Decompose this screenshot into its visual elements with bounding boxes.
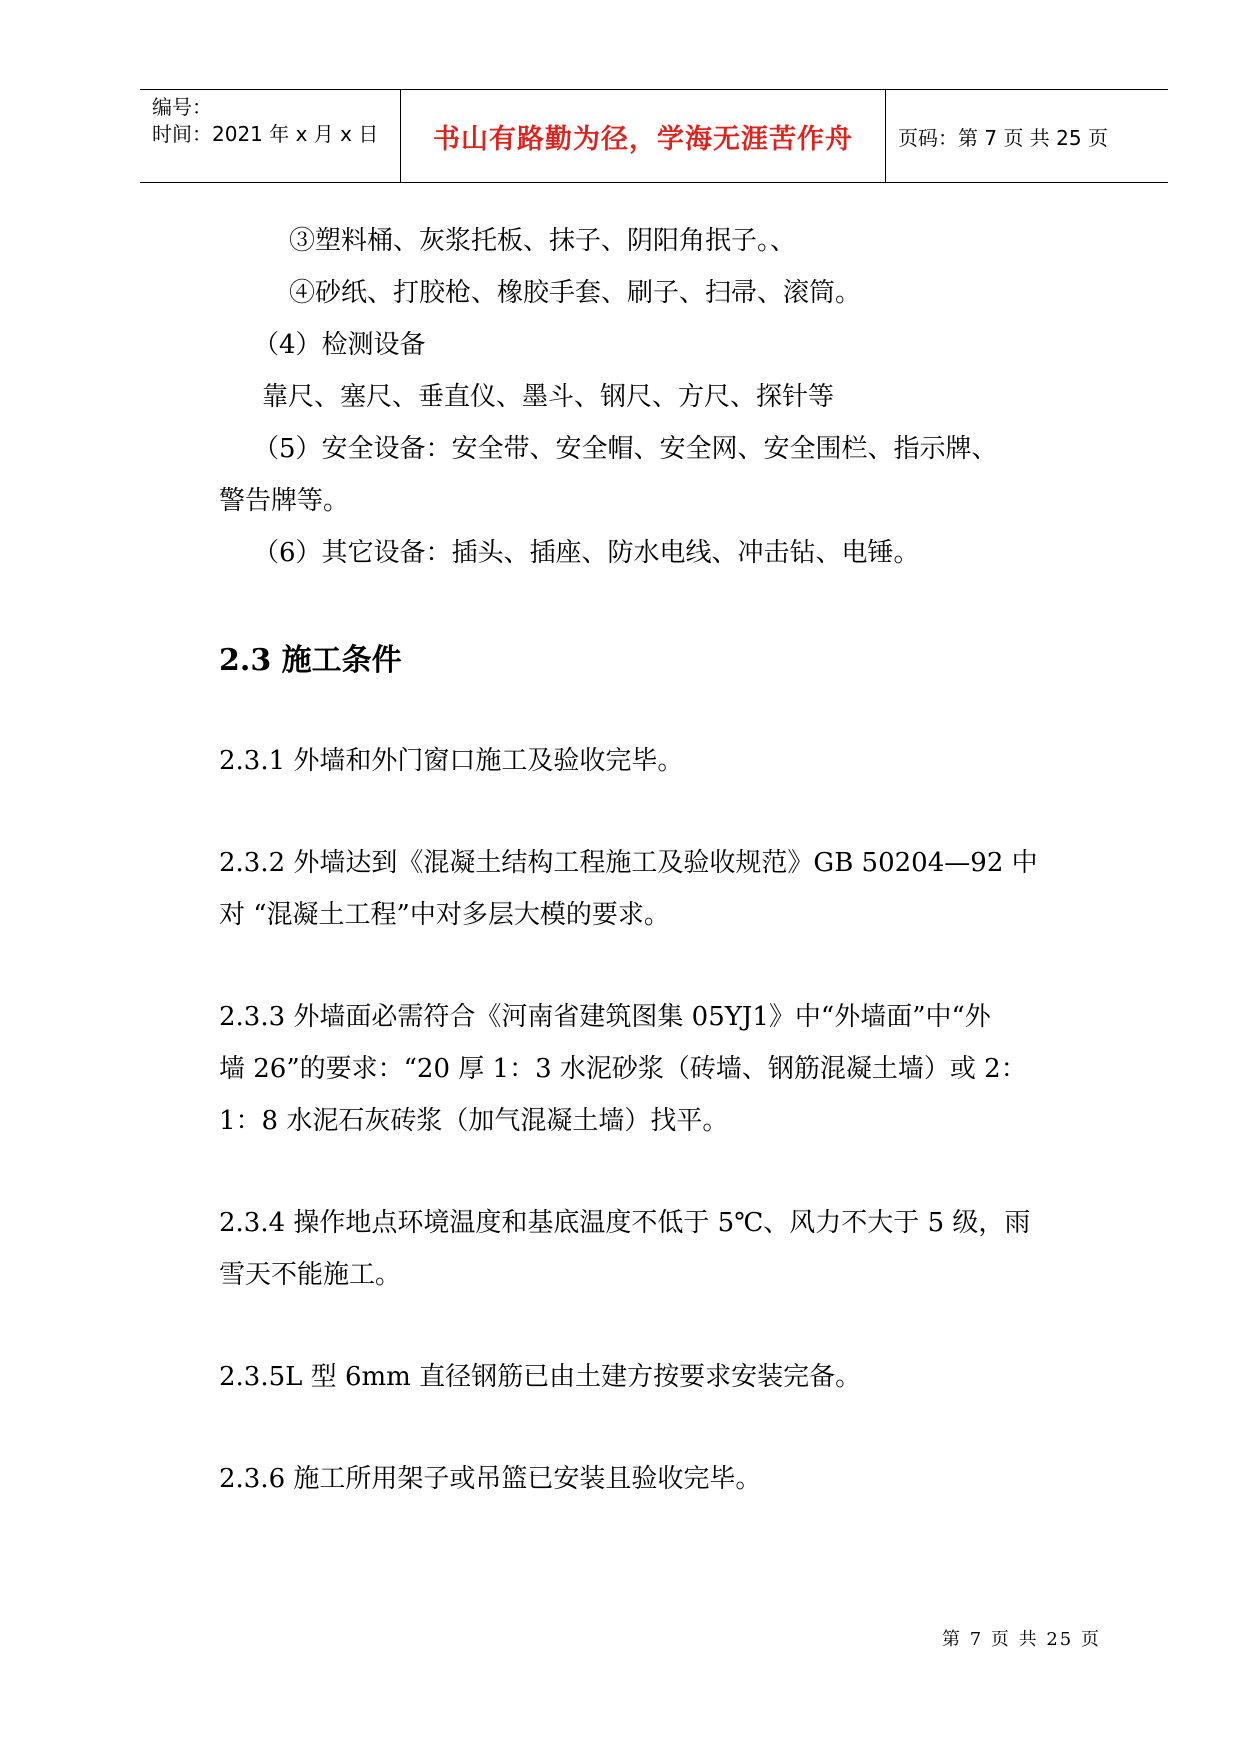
condition-item: 2.3.2 外墙达到《混凝土结构工程施工及验收规范》GB 50204—92 中 bbox=[219, 848, 1038, 878]
document-number-label: 编号： bbox=[152, 95, 212, 119]
condition-item: 墙 26”的要求：“20 厚 1：3 水泥砂浆（砖墙、钢筋混凝土墙）或 2： bbox=[219, 1054, 1027, 1084]
condition-item: 对 “混凝土工程”中对多层大模的要求。 bbox=[219, 900, 670, 930]
condition-item: 2.3.4 操作地点环境温度和基底温度不低于 5℃、风力不大于 5 级，雨 bbox=[219, 1208, 1031, 1238]
header-motto: 书山有路勤为径，学海无涯苦作舟 bbox=[433, 123, 853, 155]
equipment-line: （5）安全设备：安全带、安全帽、安全网、安全围栏、指示牌、 bbox=[253, 434, 998, 464]
equipment-line: 警告牌等。 bbox=[219, 486, 350, 516]
equipment-line: ③塑料桶、灰浆托板、抹子、阴阳角抿子。、 bbox=[289, 226, 797, 256]
header-motto-cell bbox=[400, 90, 886, 182]
document-date-label: 时间：2021 年 x 月 x 日 bbox=[152, 122, 379, 146]
condition-item: 1：8 水泥石灰砖浆（加气混凝土墙）找平。 bbox=[219, 1106, 729, 1136]
page-footer-number: 第 7 页 共 25 页 bbox=[942, 1629, 1101, 1650]
section-heading: 2.3 施工条件 bbox=[219, 643, 402, 678]
condition-item: 2.3.6 施工所用架子或吊篮已安装且验收完毕。 bbox=[219, 1464, 762, 1494]
condition-item: 2.3.3 外墙面必需符合《河南省建筑图集 05YJ1》中“外墙面”中“外 bbox=[219, 1002, 991, 1032]
page-header bbox=[140, 89, 1168, 183]
header-page-cell bbox=[886, 90, 1168, 182]
equipment-line: （6）其它设备：插头、插座、防水电线、冲击钻、电锤。 bbox=[253, 538, 920, 568]
equipment-line: （4）检测设备 bbox=[253, 330, 426, 360]
header-page-number: 页码：第 7 页 共 25 页 bbox=[898, 125, 1108, 150]
condition-item: 雪天不能施工。 bbox=[219, 1260, 402, 1290]
condition-item: 2.3.1 外墙和外门窗口施工及验收完毕。 bbox=[219, 746, 684, 776]
equipment-line: 靠尺、塞尺、垂直仪、墨斗、钢尺、方尺、探针等 bbox=[262, 382, 835, 412]
equipment-line: ④砂纸、打胶枪、橡胶手套、刷子、扫帚、滚筒。 bbox=[289, 278, 862, 308]
condition-item: 2.3.5L 型 6mm 直径钢筋已由土建方按要求安装完备。 bbox=[219, 1362, 862, 1392]
header-meta-cell bbox=[140, 90, 400, 182]
